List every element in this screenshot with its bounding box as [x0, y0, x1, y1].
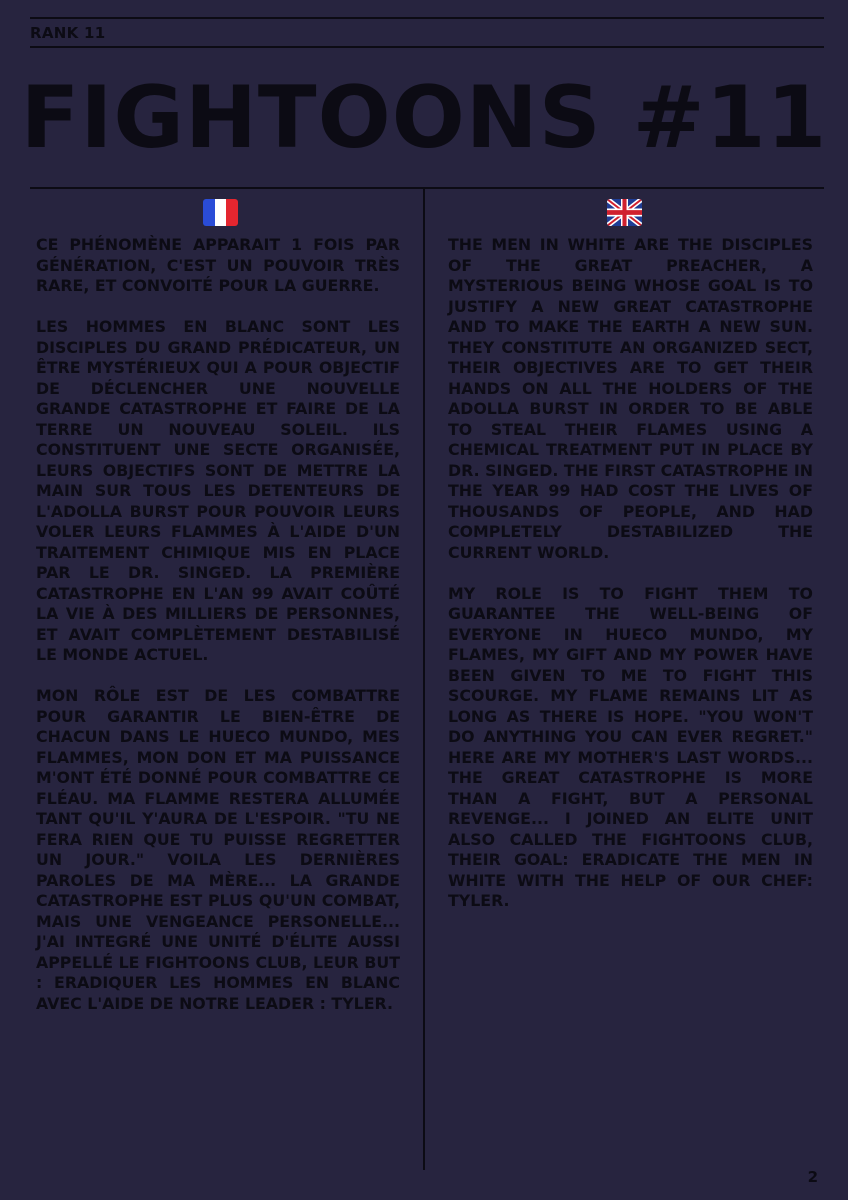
rank-label: RANK 11: [30, 24, 106, 42]
fr-paragraph: MON RÔLE EST DE LES COMBATTRE POUR GARANTIR LE BIEN-ÊTRE DE CHACUN DANS LE HUECO MUNDO, MES FLAMMES, MON DON ET MA PUISSANCE M'ONT ÉTÉ DONNÉ POUR COMBATTRE CE FLÉAU. MA FLAMME RESTERA ALLUMÉE TANT QU'IL Y'AURA DE L'ESPOIR. "TU NE FERA RIEN QUE TU PUISSE REGRETTER UN JOUR." VOILA LES DERNIÈRES PAROLES DE MA MÈRE... LA GRANDE CATASTROPHE EST PLUS QU'UN COMBAT, MAIS UNE VENGEANCE PERSONELLE... J'AI INTEGRÉ UNE UNITÉ D'ÉLITE AUSSI APPELLÉ LE FIGHTOONS CLUB, LEUR BUT : ERADIQUER LES HOMMES EN BLANC AVEC L'AIDE DE NOTRE LEADER : TYLER.: [36, 686, 400, 1013]
page-number: 2: [807, 1168, 818, 1186]
en-paragraph: MY ROLE IS TO FIGHT THEM TO GUARANTEE THE WELL-BEING OF EVERYONE IN HUECO MUNDO, MY FLAMES, MY GIFT AND MY POWER HAVE BEEN GIVEN TO ME TO FIGHT THIS SCOURGE. MY FLAME REMAINS LIT AS LONG AS THERE IS HOPE. "YOU WON'T DO ANYTHING YOU CAN EVER REGRET." HERE ARE MY MOTHER'S LAST WORDS... THE GREAT CATASTROPHE IS MORE THAN A FIGHT, BUT A PERSONAL REVENGE... I JOINED AN ELITE UNIT ALSO CALLED THE FIGHTOONS CLUB, THEIR GOAL: ERADICATE THE MEN IN WHITE WITH THE HELP OF OUR CHEF: TYLER.: [448, 583, 813, 910]
fr-paragraph: CE PHÉNOMÈNE APPARAIT 1 FOIS PAR GÉNÉRATION, C'EST UN POUVOIR TRÈS RARE, ET CONVOITÉ POUR LA GUERRE.: [36, 235, 400, 295]
column-divider: [423, 188, 425, 1170]
fr-paragraph: LES HOMMES EN BLANC SONT LES DISCIPLES DU GRAND PRÉDICATEUR, UN ÊTRE MYSTÉRIEUX QUI A POUR OBJECTIF DE DÉCLENCHER UNE NOUVELLE GRANDE CATASTROPHE ET FAIRE DE LA TERRE UN NOUVEAU SOLEIL. ILS CONSTITUENT UNE SECTE ORGANISÉE, LEURS OBJECTIFS SONT DE METTRE LA MAIN SUR TOUS LES DETENTEURS DE L'ADOLLA BURST POUR POUVOIR LEURS VOLER LEURS FLAMMES À L'AIDE D'UN TRAITEMENT CHIMIQUE MIS EN PLACE PAR LE DR. SINGED. LA PREMIÈRE CATASTROPHE EN L'AN 99 AVAIT COÛTÉ LA VIE À DES MILLIERS DE PERSONNES, ET AVAIT COMPLÈTEMENT DESTABILISÉ LE MONDE ACTUEL.: [36, 317, 400, 664]
english-text-column: [448, 235, 813, 932]
title-rule: [30, 187, 824, 189]
french-text-column: [36, 235, 400, 1035]
top-rule: [30, 17, 824, 19]
page-title: FIGHTOONS #11: [20, 68, 828, 168]
france-flag-icon: [203, 199, 238, 226]
uk-flag-icon: [607, 199, 642, 226]
en-paragraph: THE MEN IN WHITE ARE THE DISCIPLES OF THE GREAT PREACHER, A MYSTERIOUS BEING WHOSE GOAL IS TO JUSTIFY A NEW GREAT CATASTROPHE AND TO MAKE THE EARTH A NEW SUN. THEY CONSTITUTE AN ORGANIZED SECT, THEIR OBJECTIVES ARE TO GET THEIR HANDS ON ALL THE HOLDERS OF THE ADOLLA BURST IN ORDER TO BE ABLE TO STEAL THEIR FLAMES USING A CHEMICAL TREATMENT PUT IN PLACE BY DR. SINGED. THE FIRST CATASTROPHE IN THE YEAR 99 HAD COST THE LIVES OF THOUSANDS OF PEOPLE, AND HAD COMPLETELY DESTABILIZED THE CURRENT WORLD.: [448, 235, 813, 562]
header-rule: [30, 46, 824, 48]
